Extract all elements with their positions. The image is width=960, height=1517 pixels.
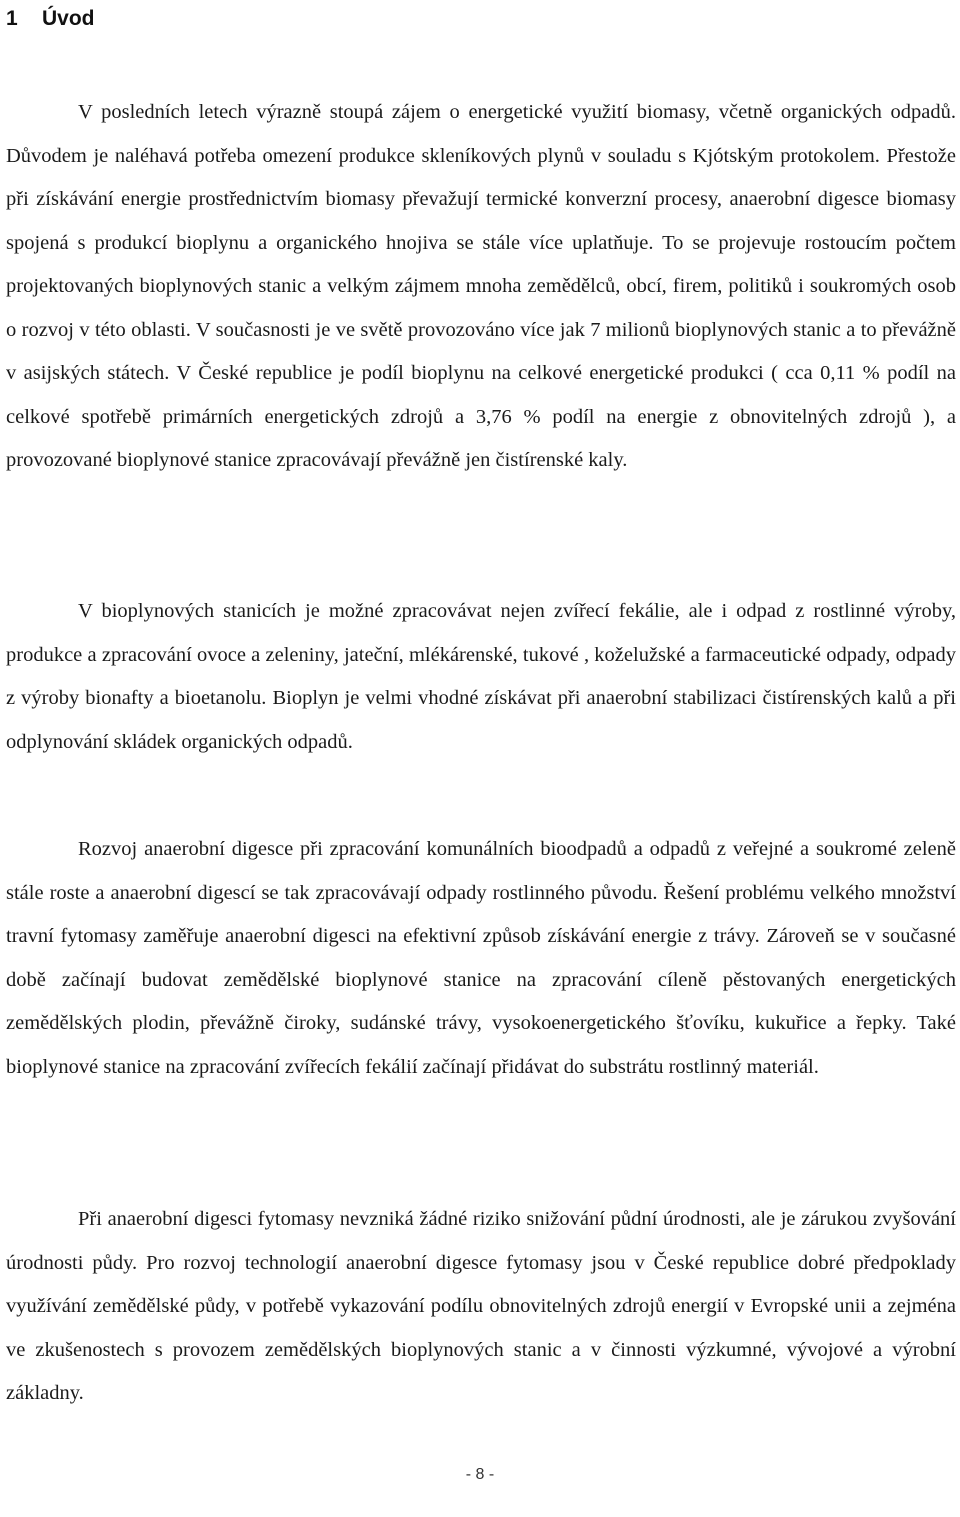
section-title: Úvod	[42, 7, 95, 30]
paragraph-fertility: Při anaerobní digesci fytomasy nevzniká žádné riziko snižování půdní úrodnosti, ale je zárukou zvyšování úrodnosti půdy. Pro rozvoj technologií anaerobní digesce fytomasy jsou v České republice dobré předpoklady využívání zemědělské půdy, v potřebě vykazování podílu obnovitelných zdrojů energií v Evropské unii a zejména ve zkušenostech s provozem zemědělských bioplynových stanic a v činnosti výzkumné, vývojové a výrobní základny.	[6, 1208, 956, 1404]
page-number: - 8 -	[465, 1466, 495, 1483]
paragraph-development: Rozvoj anaerobní digesce při zpracování komunálních bioodpadů a odpadů z veřejné a soukromé zeleně stále roste a anaerobní digescí se tak zpracovávají odpady rostlinného původu. Řešení problému velkého množství travní fytomasy zaměřuje anaerobní digesci na efektivní způsob získávání energie z trávy. Zároveň se v současné době začínají budovat zemědělské bioplynové stanice na zpracování cíleně pěstovaných energetických zemědělských plodin, převážně čiroky, sudánské trávy, vysokoenergetického šťovíku, kukuřice a řepky. Také bioplynové stanice na zpracování zvířecích fekálií začínají přidávat do substrátu rostlinný materiál.	[6, 838, 956, 1078]
paragraph-intro: V posledních letech výrazně stoupá zájem o energetické využití biomasy, včetně organických odpadů. Důvodem je naléhavá potřeba omezení produkce skleníkových plynů v souladu s Kjótským protokolem. Přestože při získávání energie prostřednictvím biomasy převažují termické konverzní procesy, anaerobní digesce biomasy spojená s produkcí bioplynu a organického hnojiva se stále více uplatňuje. To se projevuje rostoucím počtem projektovaných bioplynových stanic a velkým zájmem mnoha zemědělců, obcí, firem, politiků i soukromých osob o rozvoj v této oblasti. V současnosti je ve světě provozováno více jak 7 milionů bioplynových stanic a to převážně v asijských státech. V České republice je podíl bioplynu na celkové energetické produkci ( cca 0,11 % podíl na celkové spotřebě primárních energetických zdrojů a 3,76 % podíl na energie z obnovitelných zdrojů ), a provozované bioplynové stanice zpracovávají převážně jen čistírenské kaly.	[6, 101, 956, 471]
section-heading	[6, 4, 95, 34]
paragraph-feedstocks: V bioplynových stanicích je možné zpracovávat nejen zvířecí fekálie, ale i odpad z rostlinné výroby, produkce a zpracování ovoce a zeleniny, jateční, mlékárenské, tukové , koželužské a farmaceutické odpady, odpady z výroby bionafty a bioetanolu. Bioplyn je velmi vhodné získávat při anaerobní stabilizaci čistírenských kalů a při odplynování skládek organických odpadů.	[6, 600, 956, 753]
section-number: 1	[6, 7, 18, 30]
